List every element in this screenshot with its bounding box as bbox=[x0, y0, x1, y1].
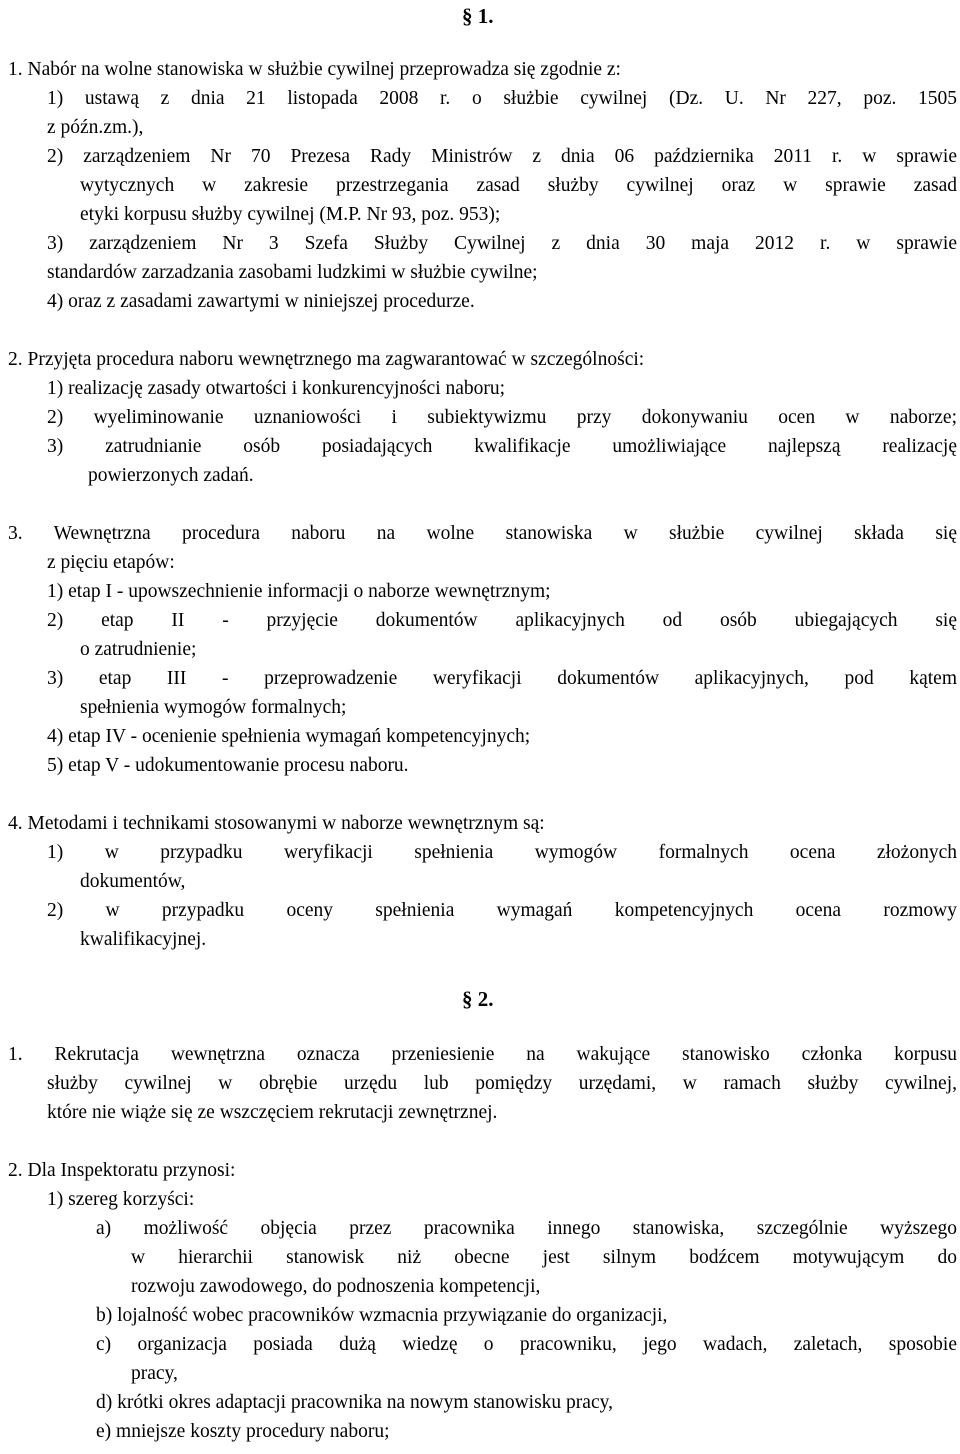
paragraph-3-lead-cont: z pięciu etapów: bbox=[47, 552, 175, 573]
method-item-1-line-2: dokumentów, bbox=[80, 871, 186, 892]
paragraph-4-lead: 4. Metodami i technikami stosowanymi w naborze wewnętrznym są: bbox=[8, 813, 545, 834]
stage-item-2-line-2: o zatrudnienie; bbox=[80, 639, 197, 660]
paragraph-1-lead: 1. Nabór na wolne stanowiska w służbie cywilnej przeprowadza się zgodnie z: bbox=[8, 59, 621, 80]
section-heading-1: § 1. bbox=[462, 4, 494, 28]
list-item-3-line-1: 3) zarządzeniem Nr 3 Szefa Służby Cywilnej z dnia 30 maja 2012 r. w sprawie bbox=[47, 234, 957, 254]
paragraph-2-lead: 2. Dla Inspektoratu przynosi: bbox=[8, 1160, 236, 1181]
sub-item-c-line-2: pracy, bbox=[131, 1363, 178, 1384]
method-item-1-line-1: 1) w przypadku weryfikacji spełnienia wymogów formalnych ocena złożonych bbox=[47, 843, 957, 863]
stage-item-4: 4) etap IV - ocenienie spełnienia wymagań kompetencyjnych; bbox=[47, 726, 531, 747]
list-item-1-line-1: 1) ustawą z dnia 21 listopada 2008 r. o służbie cywilnej (Dz. U. Nr 227, poz. 1505 bbox=[47, 89, 957, 109]
list-item-3-line-2: standardów zarzadzania zasobami ludzkimi w służbie cywilne; bbox=[47, 262, 538, 283]
list-item-1-line-2: z późn.zm.), bbox=[47, 117, 144, 138]
list-item-1: 1) szereg korzyści: bbox=[47, 1189, 195, 1210]
paragraph-1-line-3: które nie wiąże się ze wszczęciem rekrutacji zewnętrznej. bbox=[47, 1102, 498, 1123]
sub-item-a-line-3: rozwoju zawodowego, do podnoszenia kompetencji, bbox=[131, 1276, 541, 1297]
paragraph-2-lead: 2. Przyjęta procedura naboru wewnętrznego ma zagwarantować w szczególności: bbox=[8, 349, 645, 370]
stage-item-3-line-1: 3) etap III - przeprowadzenie weryfikacji dokumentów aplikacyjnych, pod kątem bbox=[47, 669, 957, 689]
list-item-1: 1) realizację zasady otwartości i konkurencyjności naboru; bbox=[47, 378, 506, 399]
stage-item-1: 1) etap I - upowszechnienie informacji o naborze wewnętrznym; bbox=[47, 581, 551, 602]
paragraph-3-lead: 3. Wewnętrzna procedura naboru na wolne stanowiska w służbie cywilnej składa się bbox=[8, 524, 957, 544]
method-item-2-line-2: kwalifikacyjnej. bbox=[80, 929, 207, 950]
paragraph-1-line-2: służby cywilnej w obrębie urzędu lub pomiędzy urzędami, w ramach służby cywilnej, bbox=[47, 1074, 957, 1094]
sub-item-d: d) krótki okres adaptacji pracownika na nowym stanowisku pracy, bbox=[96, 1392, 613, 1413]
sub-item-a-line-2: w hierarchii stanowisk niż obecne jest silnym bodźcem motywującym do bbox=[131, 1248, 957, 1268]
sub-item-e: e) mniejsze koszty procedury naboru; bbox=[96, 1421, 390, 1442]
list-item-2-line-2: wytycznych w zakresie przestrzegania zasad służby cywilnej oraz w sprawie zasad bbox=[80, 176, 957, 196]
list-item-2: 2) wyeliminowanie uznaniowości i subiektywizmu przy dokonywaniu ocen w naborze; bbox=[47, 408, 957, 428]
section-heading-2: § 2. bbox=[462, 987, 494, 1011]
stage-item-5: 5) etap V - udokumentowanie procesu naboru. bbox=[47, 755, 409, 776]
sub-item-c-line-1: c) organizacja posiada dużą wiedzę o pracowniku, jego wadach, zaletach, sposobie bbox=[96, 1335, 957, 1355]
list-item-4: 4) oraz z zasadami zawartymi w niniejszej procedurze. bbox=[47, 291, 475, 312]
list-item-3-line-1: 3) zatrudnianie osób posiadających kwalifikacje umożliwiające najlepszą realizację bbox=[47, 437, 957, 457]
paragraph-1-line-1: 1. Rekrutacja wewnętrzna oznacza przeniesienie na wakujące stanowisko członka korpusu bbox=[8, 1045, 957, 1065]
sub-item-a-line-1: a) możliwość objęcia przez pracownika innego stanowiska, szczególnie wyższego bbox=[96, 1219, 957, 1239]
stage-item-3-line-2: spełnienia wymogów formalnych; bbox=[80, 697, 347, 718]
list-item-2-line-1: 2) zarządzeniem Nr 70 Prezesa Rady Ministrów z dnia 06 października 2011 r. w sprawie bbox=[47, 147, 957, 167]
list-item-2-line-3: etyki korpusu służby cywilnej (M.P. Nr 93, poz. 953); bbox=[80, 204, 501, 225]
method-item-2-line-1: 2) w przypadku oceny spełnienia wymagań kompetencyjnych ocena rozmowy bbox=[47, 901, 957, 921]
list-item-3-line-2: powierzonych zadań. bbox=[88, 465, 254, 486]
sub-item-b: b) lojalność wobec pracowników wzmacnia przywiązanie do organizacji, bbox=[96, 1305, 668, 1326]
stage-item-2-line-1: 2) etap II - przyjęcie dokumentów aplikacyjnych od osób ubiegających się bbox=[47, 611, 957, 631]
